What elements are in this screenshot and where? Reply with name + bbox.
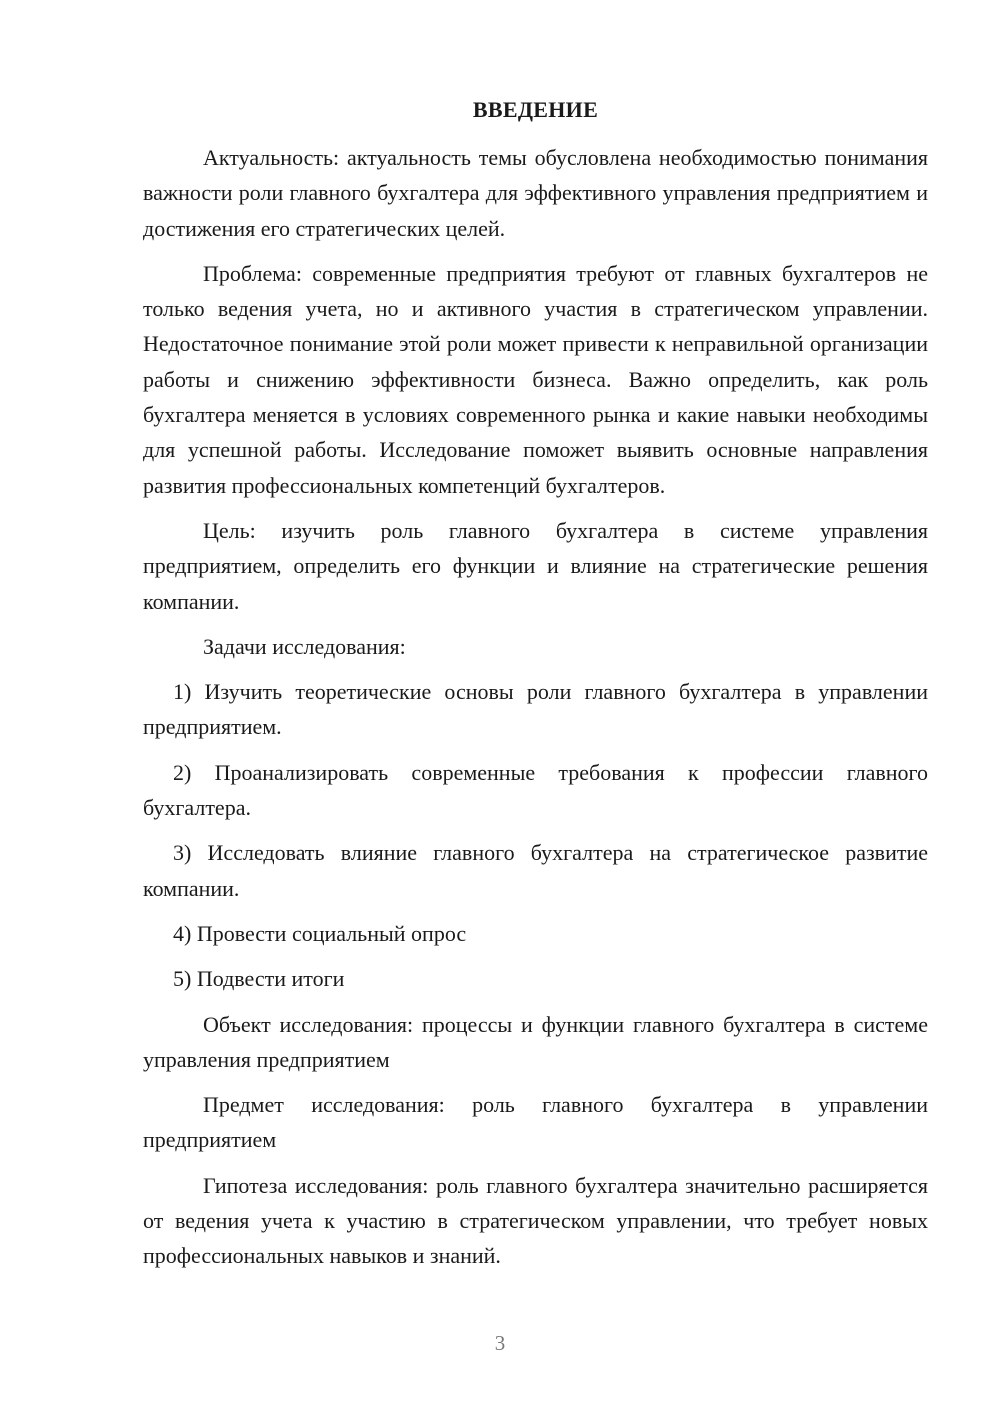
task-item-4: 4) Провести социальный опрос xyxy=(173,920,467,946)
section-title: ВВЕДЕНИЕ xyxy=(472,97,599,122)
relevance-paragraph: Актуальность: актуальность темы обусловлена необходимостью понимания важности роли главного бухгалтера для эффективного управления предприятием и достижения его стратегических целей. xyxy=(143,145,928,241)
hypothesis-paragraph: Гипотеза исследования: роль главного бухгалтера значительно расширяется от ведения учета к участию в стратегическом управлении, что требует новых профессиональных навыков и знаний. xyxy=(143,1172,928,1269)
problem-paragraph: Проблема: современные предприятия требуют от главных бухгалтеров не только ведения учета, но и активного участия в стратегическом управлении. Недостаточное понимание этой роли может привести к неправильной организации работы и снижению эффективности бизнеса. Важно определить, как роль бухгалтера меняется в условиях современного рынка и какие навыки необходимы для успешной работы. Исследование поможет выявить основные направления развития профессиональных компетенций бухгалтеров. xyxy=(143,260,928,498)
task-item-2: 2) Проанализировать современные требования к профессии главного бухгалтера. xyxy=(143,759,928,821)
goal-paragraph: Цель: изучить роль главного бухгалтера в системе управления предприятием, определить его функции и влияние на стратегические решения компании. xyxy=(143,517,928,614)
task-item-5: 5) Подвести итоги xyxy=(173,966,345,992)
task-item-3: 3) Исследовать влияние главного бухгалтера на стратегическое развитие компании. xyxy=(143,840,928,901)
object-paragraph: Объект исследования: процессы и функции главного бухгалтера в системе управления предприятием xyxy=(143,1011,928,1072)
document-page xyxy=(143,90,928,1284)
subject-paragraph: Предмет исследования: роль главного бухгалтера в управлении предприятием xyxy=(143,1092,928,1153)
task-item-1: 1) Изучить теоретические основы роли главного бухгалтера в управлении предприятием. xyxy=(143,679,928,740)
tasks-heading: Задачи исследования: xyxy=(203,633,406,659)
page-number: 3 xyxy=(494,1331,506,1355)
